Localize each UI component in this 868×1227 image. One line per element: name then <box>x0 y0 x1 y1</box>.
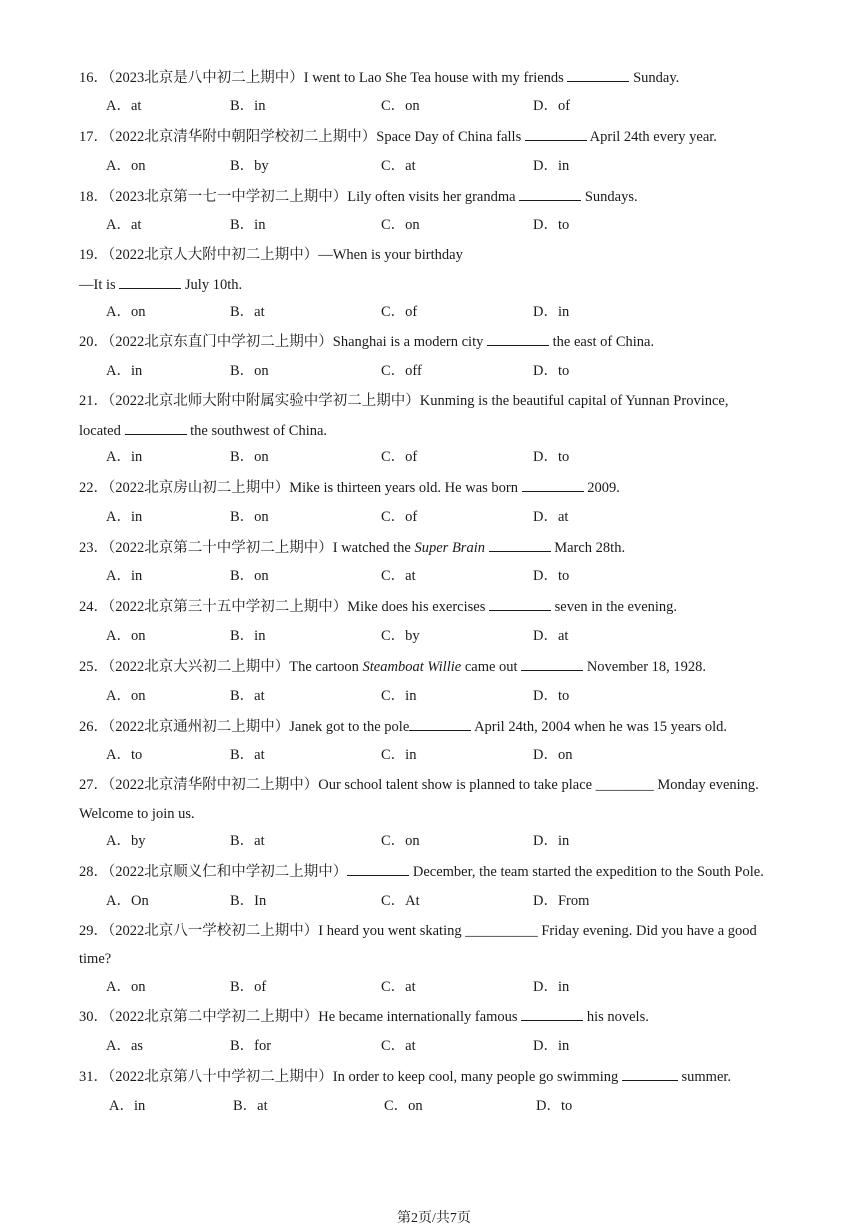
question-text: Janek got to the pole <box>289 719 410 735</box>
question-text: I watched the <box>332 540 415 556</box>
question-text: Kunming is the beautiful capital of Yunnan Province, <box>419 393 729 409</box>
question-number: 23． <box>79 540 108 556</box>
option-c: C．in <box>381 688 417 704</box>
option-b: B．at <box>230 688 265 704</box>
option-c: C．on <box>381 217 420 233</box>
question-text: came out <box>461 659 522 675</box>
option-c: C．at <box>381 568 416 584</box>
option-d: D．of <box>533 98 571 114</box>
question-text: his novels. <box>583 1009 649 1025</box>
option-c: C．At <box>381 893 420 909</box>
question-text: March 28th. <box>550 540 626 556</box>
answer-blank <box>525 127 587 141</box>
question-source: （2022北京清华附中朝阳学校初二上期中） <box>108 129 377 145</box>
question-29 <box>79 922 757 940</box>
question-text: Sunday. <box>629 70 680 86</box>
question-text: Welcome to join us. <box>79 806 195 822</box>
option-c: C．on <box>384 1098 423 1114</box>
question-source: （2022北京清华附中初二上期中） <box>108 777 319 793</box>
answer-blank <box>522 478 584 492</box>
title-italic: Super Brain <box>414 540 485 556</box>
question-source: （2022北京第二十中学初二上期中） <box>108 540 333 556</box>
option-d: D．to <box>533 217 570 233</box>
question-text: summer. <box>677 1069 732 1085</box>
option-a: A．on <box>106 158 146 174</box>
question-number: 24． <box>79 599 108 615</box>
option-a: A．in <box>106 509 143 525</box>
question-27-line-2 <box>79 805 195 823</box>
question-source: （2022北京第二中学初二上期中） <box>108 1009 319 1025</box>
option-a: A．On <box>106 893 149 909</box>
question-source: （2022北京房山初二上期中） <box>108 480 290 496</box>
option-b: B．at <box>233 1098 268 1114</box>
question-text: 2009. <box>583 480 620 496</box>
option-a: A．at <box>106 98 142 114</box>
question-number: 17． <box>79 129 108 145</box>
answer-blank <box>519 187 581 201</box>
option-a: A．as <box>106 1038 144 1054</box>
option-c: C．of <box>381 304 418 320</box>
option-b: B．in <box>230 628 266 644</box>
question-text: seven in the evening. <box>551 599 678 615</box>
question-text: —It is <box>79 277 120 293</box>
option-b: B．at <box>230 747 265 763</box>
question-source: （2022北京大兴初二上期中） <box>108 659 290 675</box>
option-b: B．in <box>230 217 266 233</box>
question-number: 26． <box>79 719 108 735</box>
option-c: C．by <box>381 628 420 644</box>
answer-blank <box>125 421 187 435</box>
option-b: B．in <box>230 98 266 114</box>
question-source: （2023北京是八中初二上期中） <box>108 70 304 86</box>
option-d: D．From <box>533 893 590 909</box>
option-b: B．by <box>230 158 269 174</box>
answer-blank <box>489 597 551 611</box>
question-16 <box>79 68 679 87</box>
question-30 <box>79 1007 649 1026</box>
option-d: D．to <box>536 1098 573 1114</box>
question-27 <box>79 776 759 794</box>
question-text: —When is your birthday <box>318 247 463 263</box>
question-source: （2022北京第八十中学初二上期中） <box>108 1069 333 1085</box>
question-text: Mike does his exercises <box>347 599 489 615</box>
answer-blank <box>409 717 471 731</box>
question-text: April 24th every year. <box>586 129 717 145</box>
question-source: （2022北京通州初二上期中） <box>108 719 290 735</box>
option-b: B．In <box>230 893 267 909</box>
option-c: C．on <box>381 98 420 114</box>
option-b: B．on <box>230 568 269 584</box>
option-d: D．in <box>533 304 570 320</box>
question-source: （2022北京顺义仁和中学初二上期中） <box>108 864 348 880</box>
option-a: A．to <box>106 747 143 763</box>
question-number: 21． <box>79 393 108 409</box>
option-a: A．on <box>106 304 146 320</box>
question-source: （2022北京北师大附中附属实验中学初二上期中） <box>108 393 420 409</box>
question-number: 16． <box>79 70 108 86</box>
question-number: 19． <box>79 247 108 263</box>
option-d: D．in <box>533 158 570 174</box>
answer-blank <box>489 538 551 552</box>
question-29-line-2 <box>79 950 111 968</box>
option-d: D．to <box>533 363 570 379</box>
option-b: B．at <box>230 304 265 320</box>
question-text: November 18, 1928. <box>583 659 707 675</box>
question-20 <box>79 332 654 351</box>
question-number: 27． <box>79 777 108 793</box>
question-text: the east of China. <box>548 334 655 350</box>
question-text: In order to keep cool, many people go swimming <box>332 1069 622 1085</box>
title-italic: Steamboat Willie <box>362 659 462 675</box>
option-b: B．for <box>230 1038 272 1054</box>
question-text: July 10th. <box>181 277 243 293</box>
option-c: C．of <box>381 449 418 465</box>
option-d: D．at <box>533 509 569 525</box>
question-number: 29． <box>79 923 108 939</box>
question-source: （2022北京东直门中学初二上期中） <box>108 334 333 350</box>
option-d: D．at <box>533 628 569 644</box>
option-c: C．at <box>381 158 416 174</box>
question-text: He became internationally famous <box>318 1009 522 1025</box>
option-c: C．in <box>381 747 417 763</box>
option-c: C．off <box>381 363 422 379</box>
option-a: A．in <box>106 449 143 465</box>
option-d: D．on <box>533 747 573 763</box>
question-31 <box>79 1067 731 1086</box>
option-a: A．on <box>106 979 146 995</box>
option-d: D．in <box>533 1038 570 1054</box>
option-c: C．at <box>381 1038 416 1054</box>
question-text: I went to Lao She Tea house with my friends <box>303 70 568 86</box>
question-source: （2023北京第一七一中学初二上期中） <box>108 189 348 205</box>
option-b: B．of <box>230 979 267 995</box>
question-number: 31． <box>79 1069 108 1085</box>
question-text: Our school talent show is planned to take place ________ Monday evening. <box>318 777 759 793</box>
question-23 <box>79 538 625 557</box>
option-d: D．to <box>533 449 570 465</box>
answer-blank <box>521 657 583 671</box>
option-a: A．in <box>109 1098 146 1114</box>
option-a: A．by <box>106 833 146 849</box>
question-number: 18． <box>79 189 108 205</box>
question-text: The cartoon <box>289 659 363 675</box>
question-text: Sundays. <box>581 189 638 205</box>
question-text: the southwest of China. <box>186 423 328 439</box>
question-text: time? <box>79 951 112 967</box>
option-d: D．to <box>533 568 570 584</box>
question-text: Lily often visits her grandma <box>347 189 520 205</box>
option-b: B．at <box>230 833 265 849</box>
question-26 <box>79 717 727 736</box>
question-text: Mike is thirteen years old. He was born <box>289 480 522 496</box>
question-number: 28． <box>79 864 108 880</box>
question-19 <box>79 246 463 264</box>
answer-blank <box>521 1007 583 1021</box>
option-a: A．in <box>106 568 143 584</box>
question-text: April 24th, 2004 when he was 15 years old. <box>471 719 727 735</box>
question-number: 30． <box>79 1009 108 1025</box>
question-text: Space Day of China falls <box>376 129 525 145</box>
option-c: C．at <box>381 979 416 995</box>
question-28 <box>79 862 764 881</box>
answer-blank <box>119 275 181 289</box>
question-source: （2022北京人大附中初二上期中） <box>108 247 319 263</box>
answer-blank <box>567 68 629 82</box>
question-source: （2022北京第三十五中学初二上期中） <box>108 599 348 615</box>
option-a: A．at <box>106 217 142 233</box>
question-19-line-2 <box>79 275 242 294</box>
page-footer: 第2页/共7页 <box>397 1211 471 1226</box>
option-c: C．on <box>381 833 420 849</box>
question-text: I heard you went skating __________ Friday evening. Did you have a good <box>318 923 757 939</box>
option-d: D．in <box>533 833 570 849</box>
question-25 <box>79 657 706 676</box>
question-number: 22． <box>79 480 108 496</box>
question-17 <box>79 127 717 146</box>
option-d: D．to <box>533 688 570 704</box>
question-18 <box>79 187 638 206</box>
question-21 <box>79 392 728 410</box>
option-b: B．on <box>230 363 269 379</box>
question-21-line-2 <box>79 421 327 440</box>
question-number: 20． <box>79 334 108 350</box>
option-d: D．in <box>533 979 570 995</box>
answer-blank <box>347 862 409 876</box>
question-text: December, the team started the expedition to the South Pole. <box>409 864 764 880</box>
question-text: Shanghai is a modern city <box>332 334 487 350</box>
question-source: （2022北京八一学校初二上期中） <box>108 923 319 939</box>
option-b: B．on <box>230 449 269 465</box>
answer-blank <box>622 1067 678 1081</box>
option-a: A．in <box>106 363 143 379</box>
question-text: located <box>79 423 125 439</box>
question-number: 25． <box>79 659 108 675</box>
answer-blank <box>487 332 549 346</box>
question-24 <box>79 597 677 616</box>
option-b: B．on <box>230 509 269 525</box>
option-a: A．on <box>106 688 146 704</box>
option-c: C．of <box>381 509 418 525</box>
option-a: A．on <box>106 628 146 644</box>
question-22 <box>79 478 620 497</box>
